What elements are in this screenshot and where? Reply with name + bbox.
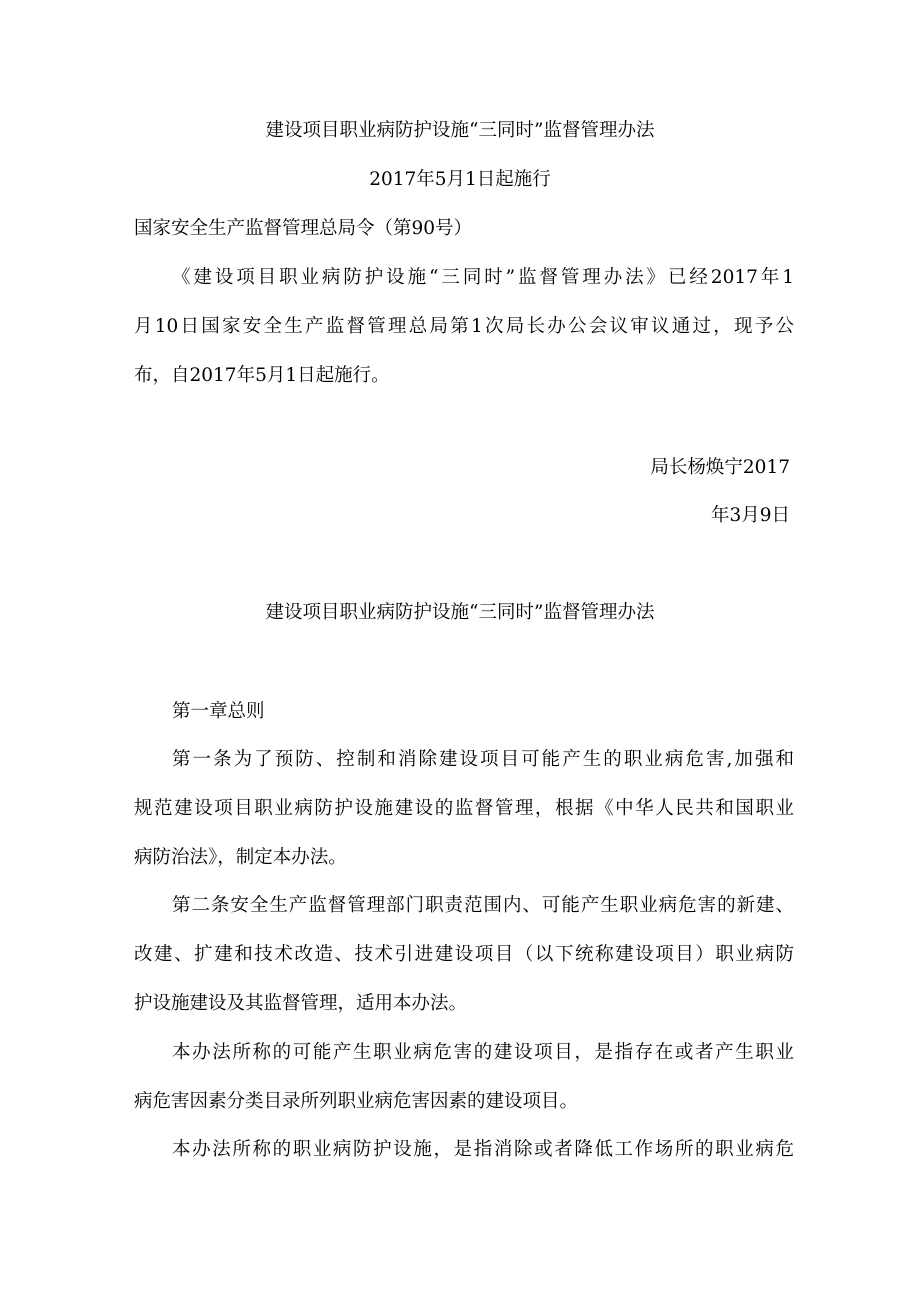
article1-line-2: 规范建设项目职业病防护设施建设的监督管理，根据《中华人民共和国职业 <box>134 798 794 819</box>
effective-date: 2017年5月1日起施行 <box>369 169 551 190</box>
intro-line-2: 月10日国家安全生产监督管理总局第1次局长办公会议审议通过，现予公 <box>134 316 794 337</box>
article1-line-1: 第一条为了预防、控制和消除建设项目可能产生的职业病危害,加强和 <box>172 749 794 770</box>
chapter-heading: 第一章总则 <box>172 701 265 722</box>
facility-para-line-1: 本办法所称的职业病防护设施，是指消除或者降低工作场所的职业病危 <box>172 1139 794 1160</box>
article2-line-1: 第二条安全生产监督管理部门职责范围内、可能产生职业病危害的新建、 <box>172 895 794 916</box>
hazard-para-line-2: 病危害因素分类目录所列职业病危害因素的建设项目。 <box>134 1091 579 1112</box>
order-number: 国家安全生产监督管理总局令（第90号） <box>134 218 473 239</box>
intro-line-3: 布，自2017年5月1日起施行。 <box>134 365 390 386</box>
hazard-para-line-1: 本办法所称的可能产生职业病危害的建设项目，是指存在或者产生职业 <box>172 1042 794 1063</box>
document-title: 建设项目职业病防护设施“三同时”监督管理办法 <box>265 120 655 141</box>
article2-line-2: 改建、扩建和技术改造、技术引进建设项目（以下统称建设项目）职业病防 <box>134 944 794 965</box>
regulation-title: 建设项目职业病防护设施“三同时”监督管理办法 <box>265 602 655 623</box>
article1-line-3: 病防治法》，制定本办法。 <box>134 847 347 868</box>
intro-line-1: 《建设项目职业病防护设施“三同时”监督管理办法》已经2017年1 <box>172 267 794 288</box>
signature-date: 年3月9日 <box>710 505 790 526</box>
signature: 局长杨焕宁2017 <box>650 457 790 478</box>
article2-line-3: 护设施建设及其监督管理，适用本办法。 <box>134 993 468 1014</box>
